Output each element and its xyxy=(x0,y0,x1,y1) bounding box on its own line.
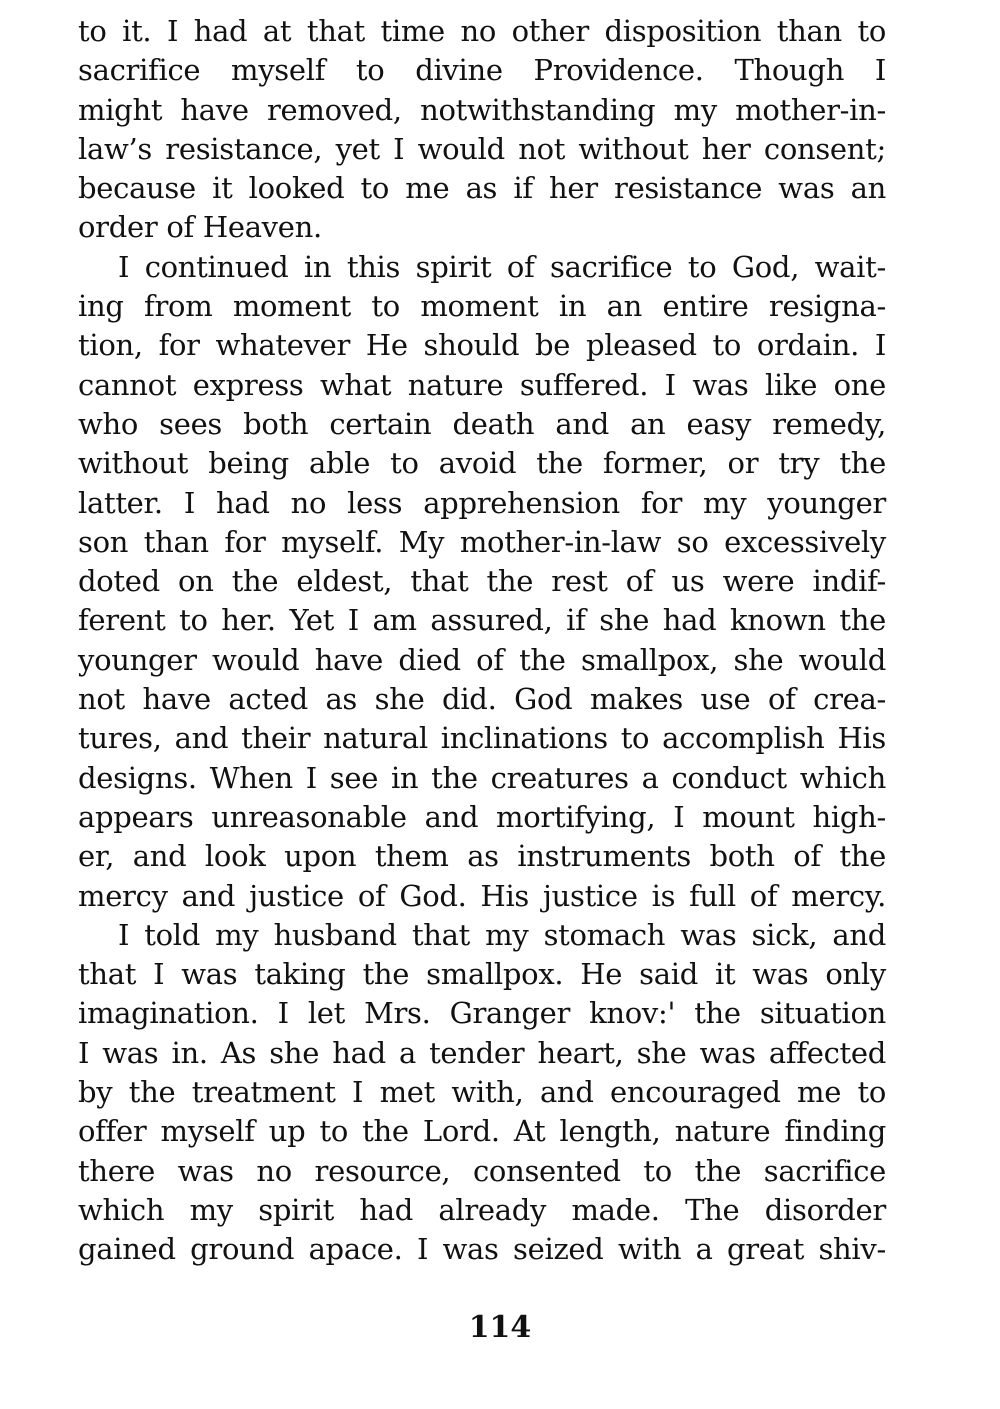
text-line: I told my husband that my stomach was sick, and xyxy=(118,917,886,952)
text-line: er, and look upon them as instruments both of the xyxy=(78,839,886,874)
text-line: order of Heaven. xyxy=(78,210,322,245)
text-line: tion, for whatever He should be pleased to ordain. I xyxy=(78,328,886,363)
text-line: that I was taking the smallpox. He said it was only xyxy=(78,957,886,992)
text-line: designs. When I see in the creatures a conduct which xyxy=(78,760,886,795)
text-line: gained ground apace. I was seized with a great shiv- xyxy=(78,1232,886,1267)
text-line: not have acted as she did. God makes use of crea- xyxy=(78,682,886,717)
text-line: ferent to her. Yet I am assured, if she had known the xyxy=(78,603,886,638)
text-line: to it. I had at that time no other disposition than to xyxy=(78,14,886,48)
text-line: might have removed, notwithstanding my mother-in- xyxy=(78,92,886,127)
text-line: son than for myself. My mother-in-law so excessively xyxy=(78,524,886,559)
text-line: younger would have died of the smallpox, she would xyxy=(78,642,886,677)
body-text xyxy=(78,12,886,1270)
text-line: law’s resistance, yet I would not without her consent; xyxy=(78,131,886,166)
text-line: mercy and justice of God. His justice is full of mercy. xyxy=(78,878,886,913)
text-line: cannot express what nature suffered. I was like one xyxy=(78,367,886,402)
text-line: imagination. I let Mrs. Granger knov:' the situation xyxy=(78,996,886,1031)
text-line: ing from moment to moment in an entire resigna- xyxy=(78,289,886,324)
page-number: 114 xyxy=(468,1310,532,1345)
text-line: there was no resource, consented to the sacrifice xyxy=(78,1153,886,1188)
text-line: by the treatment I met with, and encouraged me to xyxy=(78,1075,886,1110)
text-line: because it looked to me as if her resistance was an xyxy=(78,171,886,206)
text-line: which my spirit had already made. The disorder xyxy=(78,1192,886,1227)
text-line: who sees both certain death and an easy remedy, xyxy=(78,406,886,441)
text-line: appears unreasonable and mortifying, I mount high- xyxy=(78,799,886,834)
text-line: latter. I had no less apprehension for my younger xyxy=(78,485,886,520)
text-line: tures, and their natural inclinations to accomplish His xyxy=(78,721,886,756)
text-line: doted on the eldest, that the rest of us were indif- xyxy=(78,564,886,599)
text-line: without being able to avoid the former, or try the xyxy=(78,446,886,481)
text-line: sacrifice myself to divine Providence. Though I xyxy=(78,53,886,88)
text-line: I was in. As she had a tender heart, she was affected xyxy=(78,1035,886,1070)
text-line: offer myself up to the Lord. At length, nature finding xyxy=(78,1114,886,1149)
text-line: I continued in this spirit of sacrifice to God, wait- xyxy=(118,249,886,284)
